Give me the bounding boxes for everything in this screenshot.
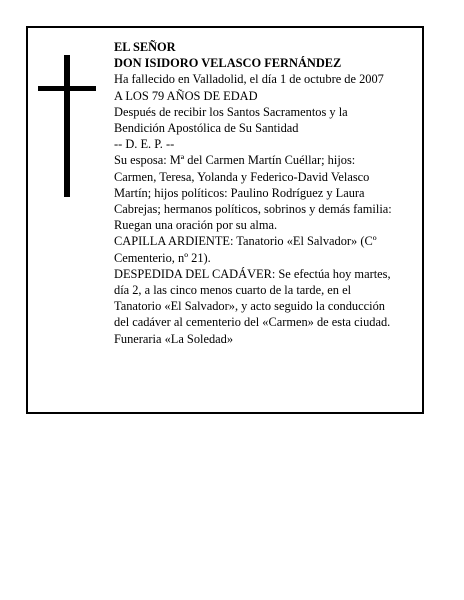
deceased-title: EL SEÑOR [114, 40, 176, 54]
blessing-line: Bendición Apostólica de Su Santidad [114, 121, 299, 136]
family-line: Cabrejas; hermanos políticos, sobrinos y demás familia: [114, 202, 392, 217]
obituary-text [114, 39, 422, 347]
family-line: Carmen, Teresa, Yolanda y Federico-David Velasco [114, 169, 370, 184]
prayer-request-line: Ruegan una oración por su alma. [114, 218, 278, 233]
family-line: Su esposa: Mª del Carmen Martín Cuéllar; hijos: [114, 153, 356, 168]
cross-vertical-bar [64, 55, 70, 197]
funeral-home-line: Funeraria «La Soledad» [114, 331, 234, 346]
deceased-name: DON ISIDORO VELASCO FERNÁNDEZ [114, 56, 342, 71]
farewell-line: Tanatorio «El Salvador», y acto seguido la conducción [114, 299, 385, 314]
farewell-line: día 2, a las cinco menos cuarto de la tarde, en el [114, 283, 352, 298]
farewell-line: del cadáver al cementerio del «Carmen» de esta ciudad. [114, 315, 391, 330]
family-line: Martín; hijos políticos: Paulino Rodríguez y Laura [114, 185, 365, 200]
sacraments-line: Después de recibir los Santos Sacramentos y la [114, 104, 348, 119]
cross-icon [38, 55, 96, 197]
cross-horizontal-bar [38, 86, 96, 91]
death-date-line: Ha fallecido en Valladolid, el día 1 de octubre de 2007 [114, 72, 384, 87]
rip-line: -- D. E. P. -- [114, 137, 175, 152]
age-line: A LOS 79 AÑOS DE EDAD [114, 88, 258, 103]
farewell-line: DESPEDIDA DEL CADÁVER: Se efectúa hoy martes, [114, 266, 391, 281]
chapel-line: Cementerio, nº 21). [114, 250, 211, 265]
chapel-line: CAPILLA ARDIENTE: Tanatorio «El Salvador» (Cº [114, 234, 377, 249]
